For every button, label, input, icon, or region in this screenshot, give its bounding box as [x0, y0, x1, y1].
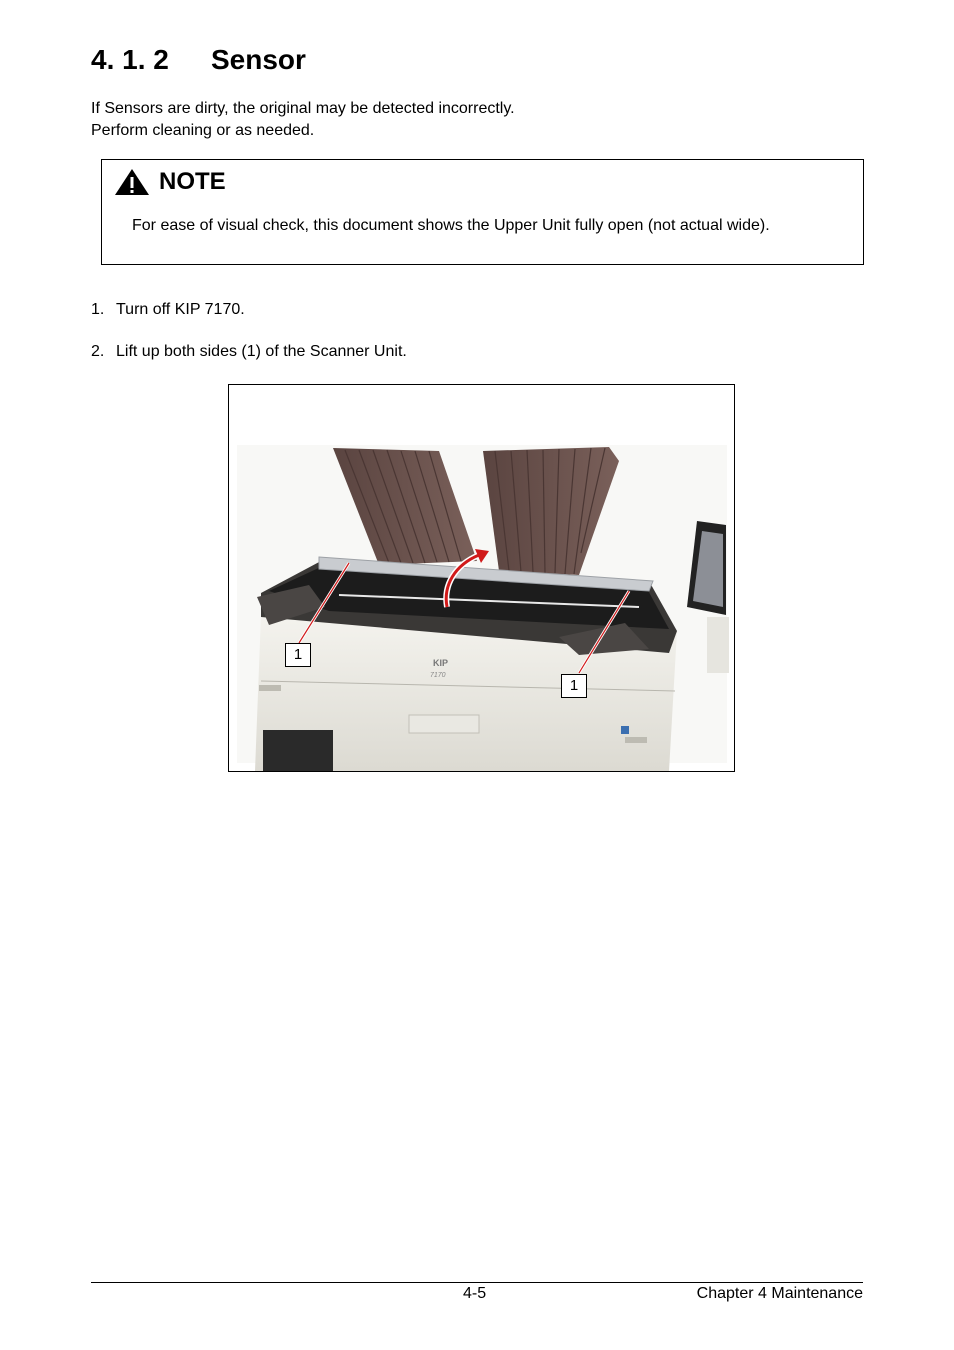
- intro-line-1: If Sensors are dirty, the original may be detected incorrectly.: [91, 100, 515, 117]
- note-box: [101, 159, 864, 265]
- section-heading: [91, 44, 306, 76]
- footer-divider: [91, 1282, 863, 1283]
- note-text: For ease of visual check, this document shows the Upper Unit fully open (not actual wide).: [132, 217, 770, 234]
- note-title: NOTE: [159, 168, 226, 195]
- step-text: Lift up both sides (1) of the Scanner Unit.: [116, 343, 407, 360]
- step-2: [91, 343, 407, 361]
- chapter-label: Chapter 4 Maintenance: [696, 1285, 863, 1302]
- scanner-figure: [228, 384, 735, 772]
- step-1: [91, 301, 245, 319]
- callout-1-left: 1: [285, 643, 311, 667]
- section-number: 4. 1. 2: [91, 44, 169, 75]
- callout-1-right: 1: [561, 674, 587, 698]
- printer-illustration: [229, 385, 734, 771]
- printer-logo: KIP: [433, 658, 449, 668]
- intro-line-2: Perform cleaning or as needed.: [91, 122, 315, 139]
- step-number: 1.: [91, 301, 105, 318]
- step-text: Turn off KIP 7170.: [116, 301, 245, 318]
- warning-icon: [114, 168, 150, 196]
- step-number: 2.: [91, 343, 105, 360]
- printer-model: 7170: [430, 672, 446, 679]
- section-title: Sensor: [211, 44, 306, 75]
- page-number: 4-5: [463, 1285, 487, 1302]
- intro-paragraph: [91, 98, 515, 142]
